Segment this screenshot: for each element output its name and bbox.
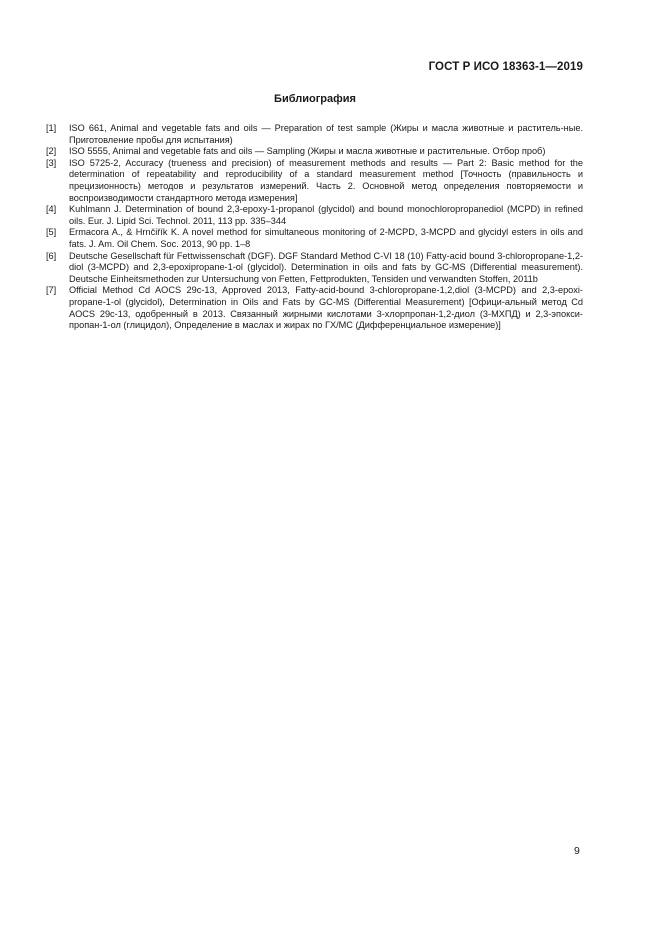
bibliography-item-number: [2] (46, 146, 57, 157)
bibliography-item-text: ISO 5725-2, Accuracy (trueness and precision) of measurement methods and results — Part 2: Basic method for the determination of repeatability and reproducibility of a standard measurement method [Точность (правильность и прецизионность) методов и результатов измерений. Часть 2. Основной метод определения повторяемости и воспроизводимости стандартного метода измерения] (69, 157, 583, 203)
section-title: Библиография (274, 93, 356, 105)
bibliography-item-text: Official Method Cd AOCS 29c-13, Approved 2013, Fatty-acid-bound 3-chloropropane-1,2,diol (3-MCPD) and 2,3-epoxi-propane-1-ol (glycidol), Determination in Oils and Fats by GC-MS (Differential Measurement) [Офици-альный метод Cd AOCS 29c-13, одобренный в 2013. Связанный жирными кислотами 3-хлорпропан-1,2-диол (3-МХПД) и 2,3-эпокси-пропан-1-ол (глицидол), Определение в маслах и жирах по ГХ/МС (Дифференциальное измерение)] (69, 285, 583, 331)
bibliography-item-number: [4] (46, 204, 57, 215)
bibliography-item-number: [6] (46, 250, 57, 261)
bibliography-item-text: Deutsche Gesellschaft für Fettwissenschaft (DGF). DGF Standard Method C-VI 18 (10) Fatty-acid bound 3-chloropropane-1,2-diol (3-MCPD) and 2,3-epoxipropane-1-ol (glycidol). Determination in oils and fats by GC-MS (Differential measurement). Deutsche Einheitsmethoden zur Untersuchung von Fetten, Fettprodukten, Tensiden und verwandten Stoffen, 2011b (69, 250, 583, 284)
bibliography-item-number: [5] (46, 227, 57, 238)
bibliography-list (46, 123, 583, 332)
bibliography-item-number: [1] (46, 123, 57, 133)
bibliography-item-text: Kuhlmann J. Determination of bound 2,3-epoxy-1-propanol (glycidol) and bound monochloropropanediol (MCPD) in refined oils. Eur. J. Lipid Sci. Technol. 2011, 113 pp. 335–344 (69, 204, 583, 226)
bibliography-item (46, 227, 583, 250)
bibliography-item-text: Ermacora A., & Hrnčiřík K. A novel method for simultaneous monitoring of 2-MCPD, 3-MCPD and glycidyl esters in oils and fats. J. Am. Oil Chem. Soc. 2013, 90 pp. 1–8 (69, 227, 583, 249)
bibliography-item-number: [7] (46, 285, 57, 296)
page-number: 9 (574, 845, 580, 857)
bibliography-item (46, 146, 583, 158)
bibliography-item (46, 285, 583, 331)
bibliography-item-text: ISO 661, Animal and vegetable fats and oils — Preparation of test sample (Жиры и масла животные и раститель-ные. Приготовление пробы для испытания) (69, 123, 583, 145)
bibliography-item (46, 158, 583, 204)
bibliography-item-number: [3] (46, 157, 57, 168)
bibliography-item (46, 123, 583, 146)
bibliography-item (46, 251, 583, 286)
bibliography-item (46, 204, 583, 227)
document-code-header: ГОСТ Р ИСО 18363-1—2019 (428, 61, 583, 73)
bibliography-item-text: ISO 5555, Animal and vegetable fats and oils — Sampling (Жиры и масла животные и растительные. Отбор проб) (69, 146, 546, 157)
